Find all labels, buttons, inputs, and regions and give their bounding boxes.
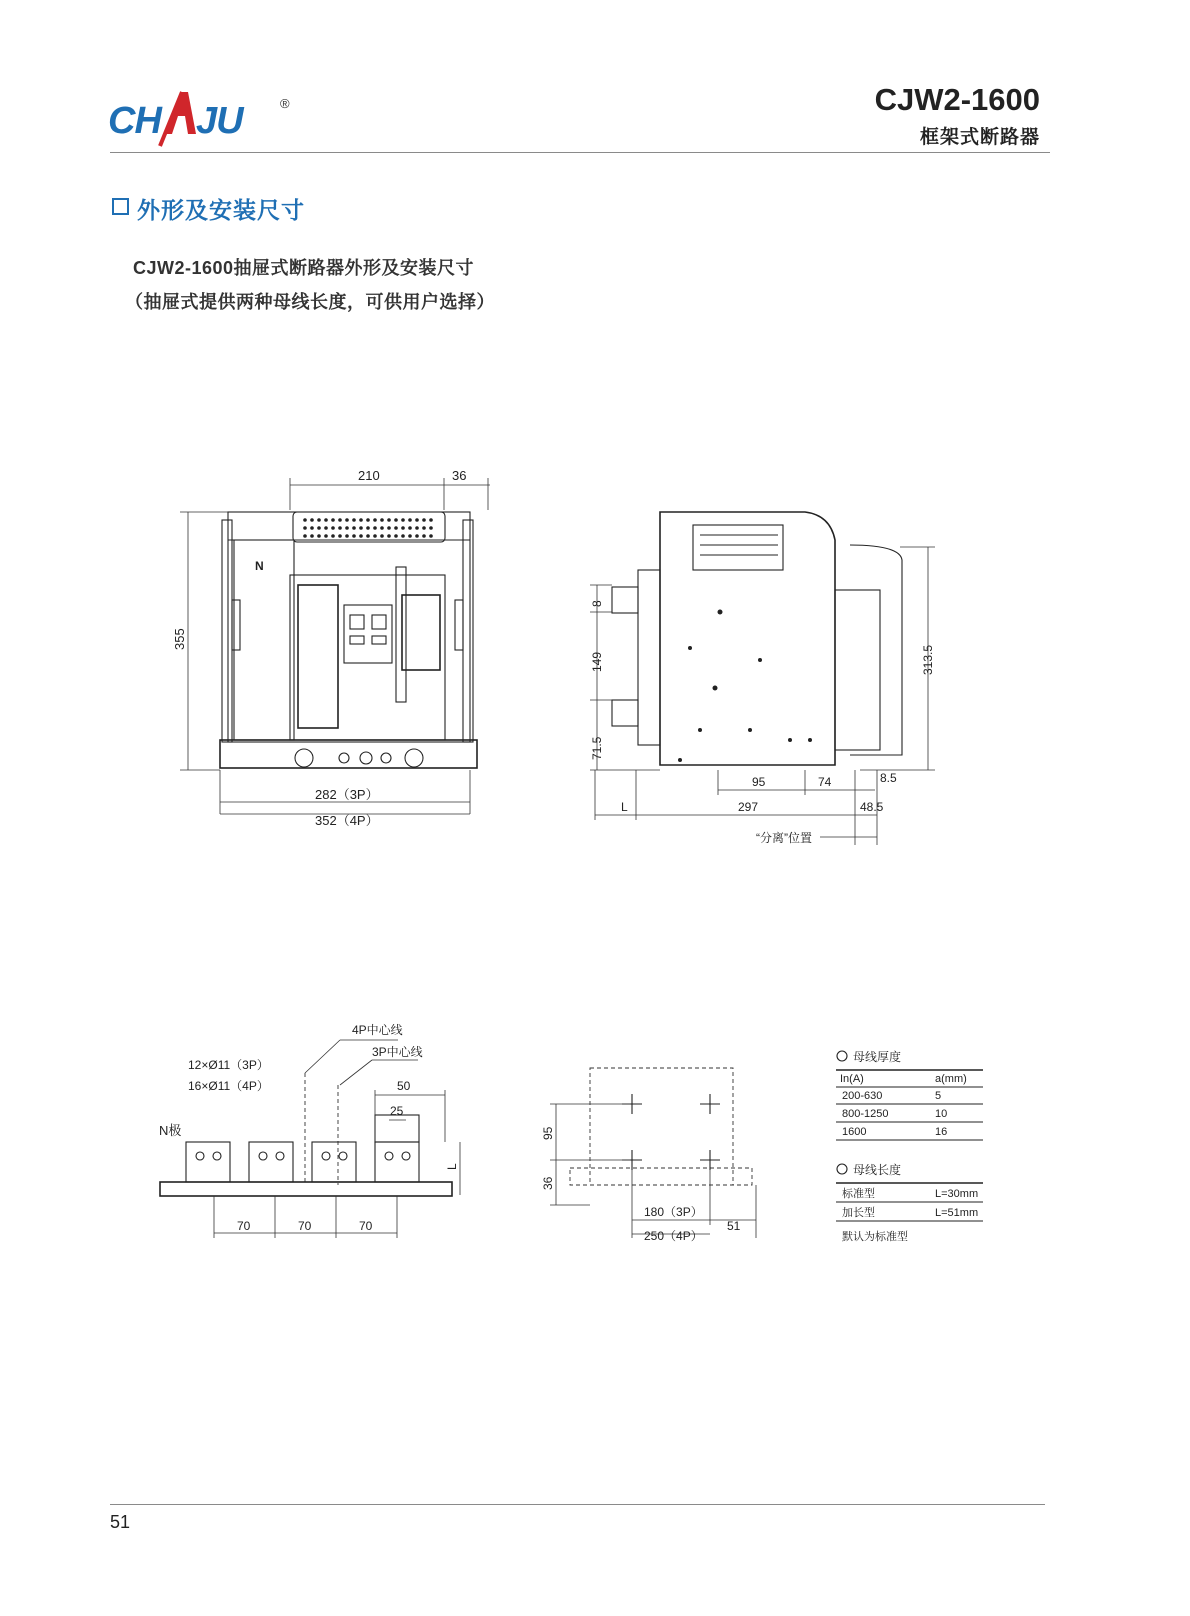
busbar-thickness-table xyxy=(836,1049,983,1140)
side-position-label: “分离”位置 xyxy=(756,831,812,845)
mounting-view-drawing xyxy=(541,1068,756,1243)
svg-text:CH: CH xyxy=(108,100,161,142)
dim-282-3p: 282（3P） xyxy=(315,787,379,802)
thickness-row-1-a: 5 xyxy=(935,1090,942,1102)
terminal-dim-50: 50 xyxy=(397,1079,411,1093)
page-number: 51 xyxy=(110,1512,131,1532)
product-name: 框架式断路器 xyxy=(919,127,1040,148)
length-row-1-type: 标准型 xyxy=(842,1188,875,1200)
length-row-2-l: L=51mm xyxy=(935,1207,979,1219)
terminal-dim-70a: 70 xyxy=(237,1219,251,1233)
footer-divider xyxy=(110,1504,1045,1505)
registered-mark: ® xyxy=(280,96,290,111)
terminal-dim-25: 25 xyxy=(390,1104,404,1118)
side-dim-313-5: 313.5 xyxy=(921,644,935,675)
thickness-title: 母线厚度 xyxy=(853,1050,902,1064)
thickness-row-2-a: 10 xyxy=(935,1108,948,1120)
side-dim-8-5: 8.5 xyxy=(880,771,897,785)
length-title: 母线长度 xyxy=(853,1163,902,1177)
label-n-pole: N极 xyxy=(159,1123,182,1138)
terminal-dim-L: L xyxy=(445,1163,459,1170)
mount-dim-180-3p: 180（3P） xyxy=(644,1205,703,1219)
busbar-length-table xyxy=(836,1162,983,1243)
section-title: 外形及安装尺寸 xyxy=(137,197,305,223)
side-dim-71-5: 71.5 xyxy=(590,736,604,760)
label-holes-3p: 12×Ø11（3P） xyxy=(188,1058,269,1072)
thickness-row-2-in: 800-1250 xyxy=(842,1108,889,1120)
side-dim-74: 74 xyxy=(818,775,832,789)
side-dim-149: 149 xyxy=(590,651,604,672)
svg-text:JU: JU xyxy=(196,100,243,142)
model-name: CJW2-1600 xyxy=(874,82,1040,117)
dim-210: 210 xyxy=(358,468,380,483)
side-dim-297: 297 xyxy=(738,800,759,814)
length-row-2-type: 加长型 xyxy=(842,1207,875,1219)
dim-352-4p: 352（4P） xyxy=(315,813,379,828)
side-dim-L: L xyxy=(621,800,628,814)
length-note: 默认为标准型 xyxy=(842,1231,908,1243)
description-line-1: CJW2-1600抽屉式断路器外形及安装尺寸 xyxy=(133,258,475,278)
thickness-row-3-in: 1600 xyxy=(842,1126,867,1138)
side-dim-48-5: 48.5 xyxy=(860,800,884,814)
length-row-1-l: L=30mm xyxy=(935,1188,979,1200)
label-4p-centerline: 4P中心线 xyxy=(352,1023,403,1037)
side-dim-8: 8 xyxy=(590,600,604,607)
terminal-dim-70c: 70 xyxy=(359,1219,373,1233)
description-line-2: （抽屉式提供两种母线长度，可供用户选择） xyxy=(125,292,495,312)
thickness-row-3-a: 16 xyxy=(935,1126,948,1138)
front-view-drawing xyxy=(172,468,490,828)
side-dim-95: 95 xyxy=(752,775,766,789)
front-pole-n: N xyxy=(255,559,264,573)
thickness-header-in: In(A) xyxy=(840,1073,864,1085)
terminal-view-drawing xyxy=(159,1022,460,1238)
label-holes-4p: 16×Ø11（4P） xyxy=(188,1079,269,1093)
mount-dim-51: 51 xyxy=(727,1219,741,1233)
dim-36-top: 36 xyxy=(452,468,467,483)
label-3p-centerline: 3P中心线 xyxy=(372,1045,423,1059)
mount-dim-36: 36 xyxy=(541,1176,555,1190)
thickness-header-a: a(mm) xyxy=(935,1073,967,1085)
dim-355: 355 xyxy=(172,628,187,650)
side-view-drawing xyxy=(590,512,935,845)
thickness-row-1-in: 200-630 xyxy=(842,1090,883,1102)
mount-dim-95: 95 xyxy=(541,1126,555,1140)
mount-dim-250-4p: 250（4P） xyxy=(644,1229,703,1243)
terminal-dim-70b: 70 xyxy=(298,1219,312,1233)
